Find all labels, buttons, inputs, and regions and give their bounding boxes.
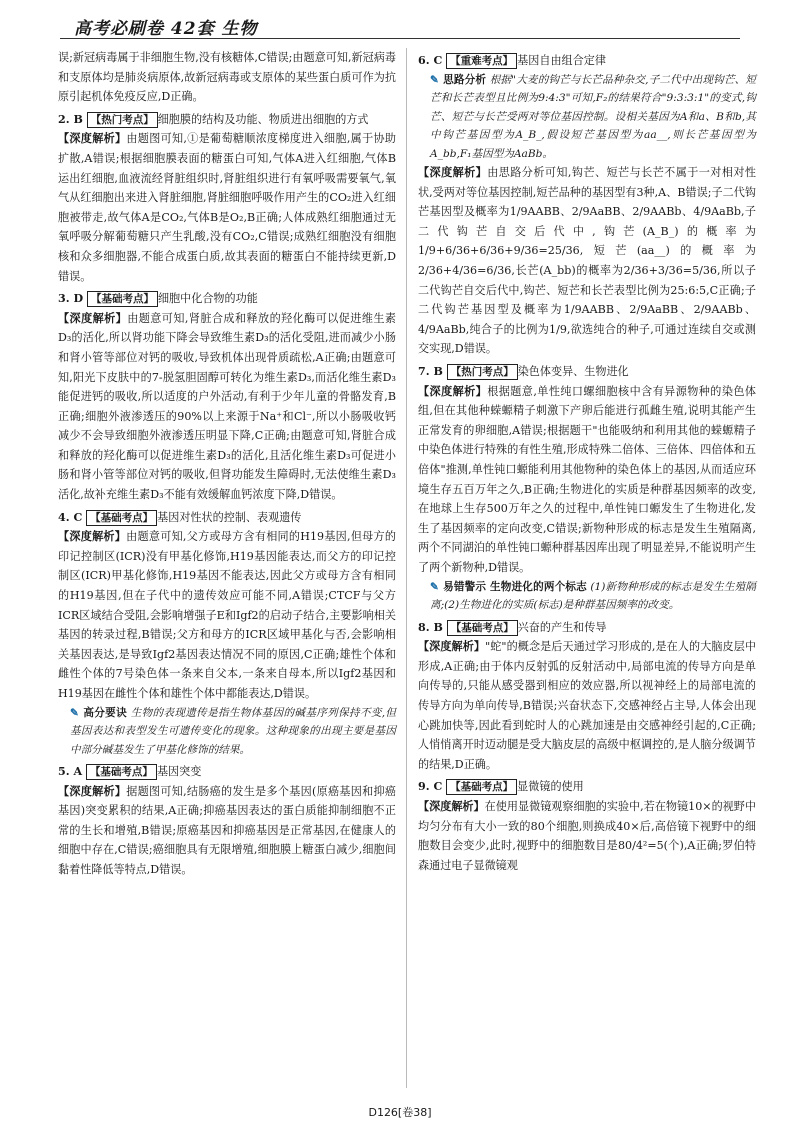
explanation-text: 误;新冠病毒属于非细胞生物,没有核糖体,C错误;由题意可知,新冠病毒和支原体均是肺炎病原体,故新冠病毒或支原体的某些蛋白质可作为抗原引起机体免疫反应,D正确。 (58, 51, 396, 104)
header-rule (60, 38, 740, 39)
question-heading (58, 762, 396, 782)
topic-tag: 【基础考点】 (446, 779, 517, 795)
topic-name: 细胞中化合物的功能 (157, 292, 258, 306)
pen-icon: ✎ (70, 706, 79, 719)
page-footer: D126[卷38] (368, 1106, 432, 1119)
page-header-title: 高考必刷卷 42套 生物 (74, 19, 258, 39)
right-column (418, 48, 756, 875)
explanation-text: 据题图可知,结肠癌的发生是多个基因(原癌基因和抑癌基因)突变累积的结果,A正确;抑癌基因表达的蛋白质能抑制细胞不正常的生长和增殖,B错误;原癌基因和抑癌基因是正常基因,在健康人的细胞中存在,C错误;癌细胞具有无限增殖,细胞膜上糖蛋白减少,细胞间黏着性降低等特点,D错误。 (58, 784, 396, 877)
explanation-text: 由题意可知,父方或母方含有相同的H19基因,但母方的印记控制区(ICR)没有甲基化修饰,H19基因能表达,而父方的印记控制区(ICR)甲基化修饰,H19基因不能表达,因此父方或母方含有相同的H19基因,但在子代中的遗传效应可能不同,A错误;CTCF与父方ICR区域结合受阻,会影响增强子E和Igf2的启动子结合,主要影响相关基因的转录过程,B错误;父方和母方的ICR区域甲基化与否,会影响相关基因表达,是导致Igf2基因表达情况不同的原因,C正确;雄性个体和雌性个体的7号染色体一条来自父本,一条来自母本,所以Igf2基因和H19基因在雌性个体和雄性个体中都能表达,D错误。 (58, 530, 396, 700)
question-number: 6. C (418, 54, 443, 67)
explanation-paragraph (418, 163, 756, 359)
explanation-text: 由题意可知,肾脏合成和释放的羟化酶可以促进维生素D₃的活化,所以肾功能下降会导致维生素D₃的活化受阻,进而减少小肠和肾小管等部位对钙的吸收,导致机体出现骨质疏松,A正确;由题意可知,阳光下皮肤中的7-脱氢胆固醇可转化为维生素D₃,而活化维生素D₃能促进钙的吸收,所以适度的户外活动,有利于少年儿童的骨骼发育,B正确;细胞外液渗透压的90%以上来源于Na⁺和Cl⁻,所以小肠吸收钙减少不会导致细胞外液渗透压明显下降,C正确;由题意可知,肾脏合成和释放的羟化酶可以促进维生素D₃的活化,且活化维生素D₃可促进小肠和肾小管等部位对钙的吸收,但肾功能发生障碍时,无法使维生素D₃活化,故补充维生素D₃不能有效缓解血钙浓度下降,D错误。 (58, 311, 396, 502)
question-heading (418, 618, 756, 638)
explanation-text: 由题图可知,①是葡萄糖顺浓度梯度进入细胞,属于协助扩散,A错误;根据细胞膜表面的糖蛋白可知,气体A进入红细胞,气体B运出红细胞,血液流经肾脏组织时,肾脏组织进行有氧呼吸需要氧气,氧气从红细胞出来进入肾脏细胞,肾脏细胞呼吸作用产生的CO₂进入红细胞被带走,故气体A是CO₂,气体B是O₂,B正确;人体成熟红细胞通过无氧呼吸分解葡萄糖只产生乳酸,没有CO₂,C错误;成熟红细胞没有细胞核和众多细胞器,不能合成蛋白质,故其表面的糖蛋白不能持续更新,D错误。 (58, 132, 396, 283)
question-number: 9. C (418, 780, 443, 794)
topic-name: 显微镜的使用 (517, 780, 584, 794)
topic-tag: 【基础考点】 (447, 620, 518, 636)
question-number: 5. A (58, 765, 83, 779)
explanation-paragraph (58, 527, 396, 703)
topic-tag: 【热门考点】 (87, 112, 158, 128)
explanation-paragraph (418, 637, 756, 774)
tip-heading: 易错警示 生物进化的两个标志 (443, 580, 587, 593)
pen-icon: ✎ (430, 580, 439, 593)
question-heading (418, 777, 756, 797)
tip-text: 根据"大麦的钩芒与长芒品种杂交,子二代中出现钩芒、短芒和长芒表型且比例为9:4:3"可知,F₂的结果符合"9:3:3:1"的变式,钩芒、短芒与长芒受两对等位基因控制。设相关基因为A和a、B和b,其中钩芒基因型为A_B_,假设短芒基因型为aa__,则长芒基因型为A_bb,F₁基因型为AaBb。 (430, 73, 757, 160)
topic-tag: 【基础考点】 (86, 510, 157, 526)
explanation-text: 在使用显微镜观察细胞的实验中,若在物镜10×的视野中均匀分布有大小一致的80个细胞,则换成40×后,高倍镜下视野中的细胞数目会变少,此时,视野中的细胞数目是80/4²=5(个),A正确;罗伯特森通过电子显微镜观 (418, 799, 756, 872)
tip-note (418, 71, 756, 164)
topic-name: 兴奋的产生和传导 (517, 620, 607, 634)
topic-name: 细胞膜的结构及功能、物质进出细胞的方式 (157, 112, 369, 126)
tip-text: 生物的表现遗传是指生物体基因的碱基序列保持不变,但基因表达和表型发生可遗传变化的现象。这种现象的出现主要是基因中部分碱基发生了甲基化修饰的结果。 (70, 706, 397, 756)
question-number: 7. B (418, 365, 443, 379)
explanation-text: 由思路分析可知,钩芒、短芒与长芒不属于一对相对性状,受两对等位基因控制,短芒品种的基因型有3种,A、B错误;子二代钩芒基因型及概率为1/9AABB、2/9AaBB、2/9AABb、4/9AaBb,子二代钩芒自交后代中,钩芒(A_B_)的概率为1/9+6/36+6/36+9/36=25/36,短芒(aa__)的概率为2/36+4/36=6/36,长芒(A_bb)的概率为2/36+3/36=5/36,所以子二代钩芒自交后代中,钩芒、短芒和长芒表型比例为25:6:5,C正确;子二代钩芒基因型及概率为1/9AABB、2/9AaBB、2/9AABb、4/9AaBb,纯合子的比例为1/9,欲选纯合的种子,可通过连续自交或测交实现,D错误。 (418, 166, 756, 356)
question-number: 3. D (58, 292, 84, 306)
topic-tag: 【重难考点】 (446, 53, 517, 69)
section-label: 【深度解析】 (418, 166, 488, 180)
section-label: 【深度解析】 (418, 384, 488, 398)
pen-icon: ✎ (430, 73, 439, 86)
topic-name: 基因突变 (156, 765, 202, 779)
question-number: 2. B (58, 112, 83, 126)
question-heading (58, 110, 396, 130)
explanation-paragraph (58, 48, 396, 107)
question-number: 4. C (58, 510, 83, 524)
explanation-text: "蛇"的概念是后天通过学习形成的,是在人的大脑皮层中形成,A正确;由于体内反射弧的反射活动中,局部电流的传导方向是单向传导的,只能从感受器到相应的效应器,所以视神经上的局部电流的传导方向为单向传导,B错误;兴奋状态下,交感神经占主导,人体会出现心跳加快等,因此看到蛇时人的心跳加速是由交感神经引起的,C正确;人悄悄离开时迈动腿是受大脑皮层的高级中枢调控的,是人脑分级调节的结果,D正确。 (418, 640, 756, 771)
explanation-paragraph (58, 782, 396, 880)
explanation-paragraph (58, 309, 396, 505)
topic-tag: 【热门考点】 (447, 364, 518, 380)
tip-note (58, 704, 396, 760)
section-label: 【深度解析】 (58, 132, 127, 146)
left-column (58, 48, 396, 880)
question-heading (418, 362, 756, 382)
explanation-paragraph (58, 129, 396, 286)
explanation-paragraph (418, 382, 756, 578)
column-divider (406, 48, 407, 1088)
explanation-text: 根据题意,单性纯口螺细胞核中含有异源物种的染色体组,但在其他种蝾螈精子刺激下产卵后能进行孤雌生殖,说明其能产生正常发育的卵细胞,A错误;根据题干"也能吸纳和利用其他的蝾螈精子中染色体进行特殊的有性生殖,形成特殊二倍体、三倍体、四倍体和五倍体"推测,单性钝口螈能利用其他物种的染色体上的基因,从而适应环境生存五百万年之久,B正确;生物进化的实质是种群基因频率的改变,在地球上生存500万年之久的过程中,单性钝口螈发生了生物进化,发生了基因频率的定向改变,C错误;新物种形成的标志是发生生殖隔离,两个不同湖泊的单性钝口螈种群基因库出现了明显差异,不能说明产生了两个新物种,D错误。 (418, 384, 756, 574)
question-heading (58, 508, 396, 528)
section-label: 【深度解析】 (58, 784, 127, 798)
section-label: 【深度解析】 (418, 799, 485, 813)
section-label: 【深度解析】 (58, 530, 127, 544)
tip-text: (1)新物种形成的标志是发生生殖隔离;(2)生物进化的实质(标志)是种群基因频率的改变。 (430, 580, 756, 612)
tip-heading: 思路分析 (443, 73, 487, 86)
question-number: 8. B (418, 620, 443, 634)
question-heading (418, 51, 756, 71)
question-heading (58, 289, 396, 309)
topic-name: 染色体变异、生物进化 (517, 365, 629, 379)
topic-name: 基因对性状的控制、表观遗传 (157, 510, 302, 524)
topic-name: 基因自由组合定律 (517, 54, 606, 67)
section-label: 【深度解析】 (418, 640, 486, 654)
topic-tag: 【基础考点】 (86, 764, 157, 780)
tip-heading: 高分要诀 (83, 706, 127, 719)
section-label: 【深度解析】 (58, 311, 128, 325)
topic-tag: 【基础考点】 (87, 291, 158, 307)
tip-note (418, 578, 756, 615)
explanation-paragraph (418, 797, 756, 875)
